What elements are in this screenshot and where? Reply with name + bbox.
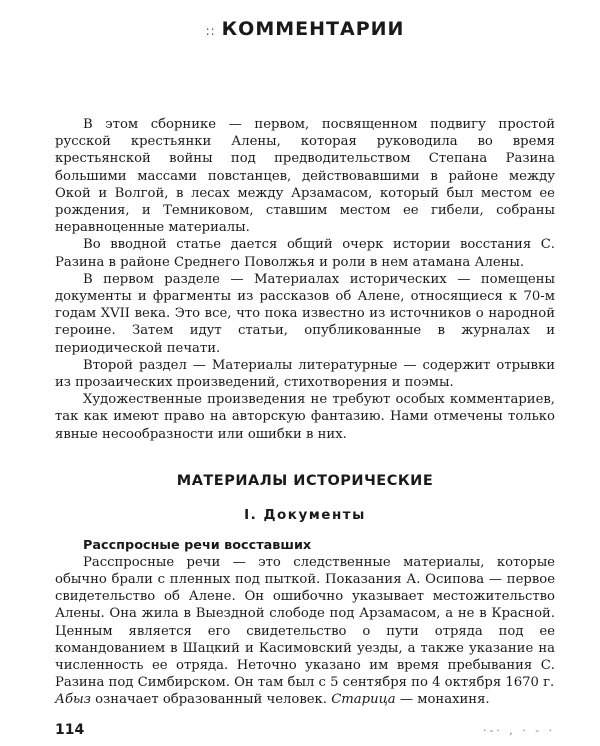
intro-text xyxy=(55,116,555,443)
subsection-title: I. Документы xyxy=(244,506,366,523)
page-number: 114 xyxy=(55,722,85,738)
intro-paragraph-5: Художественные произведения не требуют особых комментариев, так как имеют право на авторскую фантазию. Нами отмечены только явные несообразности или ошибки в них. xyxy=(55,392,555,442)
title-mark: :: xyxy=(205,24,216,38)
footer-marks: ·-· , · - · xyxy=(483,724,555,737)
intro-paragraph-2: Во вводной статье дается общий очерк истории восстания С. Разина в районе Среднего Поволжья и роли в нем атамана Алены. xyxy=(55,237,555,270)
note-term-1: Абыз xyxy=(55,692,91,708)
page-title xyxy=(55,18,555,40)
glossary-note xyxy=(55,691,555,708)
title-text: КОММЕНТАРИИ xyxy=(221,18,405,40)
page-footer xyxy=(55,722,555,738)
intro-paragraph-4: Второй раздел — Материалы литературные — содержит отрывки из прозаических произведений, стихотворения и поэмы. xyxy=(55,357,555,391)
note-def-2: — монахиня. xyxy=(395,692,490,708)
intro-paragraph-3: В первом разделе — Материалах исторических — помещены документы и фрагменты из рассказов об Алене, относящиеся к 70-м годам XVII века. Это все, что пока известно из источников о народной героине. Затем идут статьи, опубликованные в журналах и периодической печати. xyxy=(55,271,555,356)
note-term-2: Старица xyxy=(331,692,396,708)
section-paragraph: Расспросные речи — это следственные материалы, которые обычно брали с пленных под пыткой. Показания А. Осипова — первое свидетельство об Алене. Он ошибочно указывает местожительство Алены. Она жила в Выездной слободе под Арзамасом, а не в Красной. Ценным является его свидетельство о пути отряда под ее командованием в Шацкий и Касимовский уезды, а также указание на численность ее отряда. Неточно указано им время пребывания С. Разина под Симбирском. Он там был с 5 сентября по 4 октября 1670 г. xyxy=(55,554,555,691)
section-title: МАТЕРИАЛЫ ИСТОРИЧЕСКИЕ xyxy=(176,472,434,489)
intro-paragraph-1: В этом сборнике — первом, посвященном подвигу простой русской крестьянки Алены, которая руководила во время крестьянской войны под предводительством Степана Разина большими массами повстанцев, действовавшими в районе между Окой и Волгой, в лесах между Арзамасом, который был местом ее рождения, и Темниковом, ставшим местом ее гибели, собраны неравноценные материалы. xyxy=(55,117,555,236)
subheading: Расспросные речи восставших xyxy=(83,537,312,553)
note-def-1: означает образованный человек. xyxy=(90,692,332,708)
document-page xyxy=(55,18,555,738)
